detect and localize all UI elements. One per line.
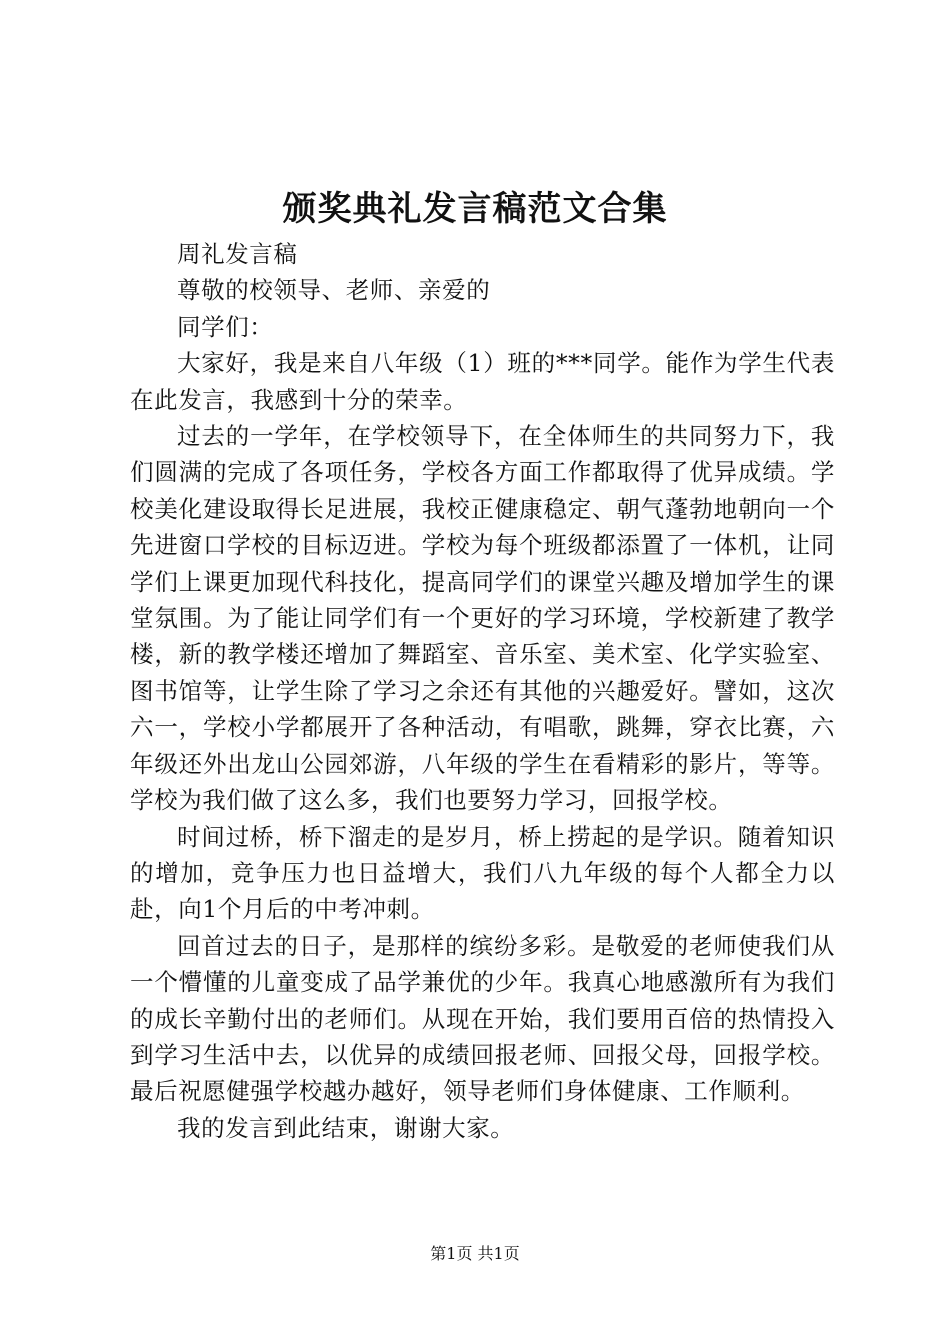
paragraph-salutation-cont: 同学们：: [177, 312, 274, 341]
paragraph-gratitude: 回首过去的日子，是那样的缤纷多彩。是敬爱的老师使我们从一个懵懂的儿童变成了品学兼优的少年。我真心地感激所有为我们的成长辛勤付出的老师们。从现在开始，我们要用百倍的热情投入到学习生活中去，以优异的成绩回报老师、回报父母，回报学校。最后祝愿健强学校越办越好，领导老师们身体健康、工作顺利。: [130, 931, 835, 1106]
document-body: [130, 236, 835, 1146]
paragraph-salutation: 尊敬的校领导、老师、亲爱的: [177, 276, 491, 305]
paragraph-greeting: 大家好，我是来自八年级（1）班的***同学。能作为学生代表在此发言，我感到十分的荣幸。: [130, 349, 835, 414]
document-title: 颁奖典礼发言稿范文合集: [282, 189, 668, 229]
paragraph-closing: 我的发言到此结束，谢谢大家。: [177, 1113, 515, 1142]
paragraph-time: 时间过桥，桥下溜走的是岁月，桥上捞起的是学识。随着知识的增加，竞争压力也日益增大，我们八九年级的每个人都全力以赴，向1个月后的中考冲刺。: [130, 822, 835, 924]
paragraph-heading: 周礼发言稿: [177, 240, 298, 268]
paragraph-past-year: 过去的一学年，在学校领导下，在全体师生的共同努力下，我们圆满的完成了各项任务，学校各方面工作都取得了优异成绩。学校美化建设取得长足进展，我校正健康稳定、朝气蓬勃地朝向一个先进窗口学校的目标迈进。学校为每个班级都添置了一体机，让同学们上课更加现代科技化，提高同学们的课堂兴趣及增加学生的课堂氛围。为了能让同学们有一个更好的学习环境，学校新建了教学楼，新的教学楼还增加了舞蹈室、音乐室、美术室、化学实验室、图书馆等，让学生除了学习之余还有其他的兴趣爱好。譬如，这次六一，学校小学都展开了各种活动，有唱歌，跳舞，穿衣比赛，六年级还外出龙山公园郊游，八年级的学生在看精彩的影片，等等。学校为我们做了这么多，我们也要努力学习，回报学校。: [130, 422, 835, 815]
page-footer: 第1页 共1页: [430, 1244, 520, 1263]
